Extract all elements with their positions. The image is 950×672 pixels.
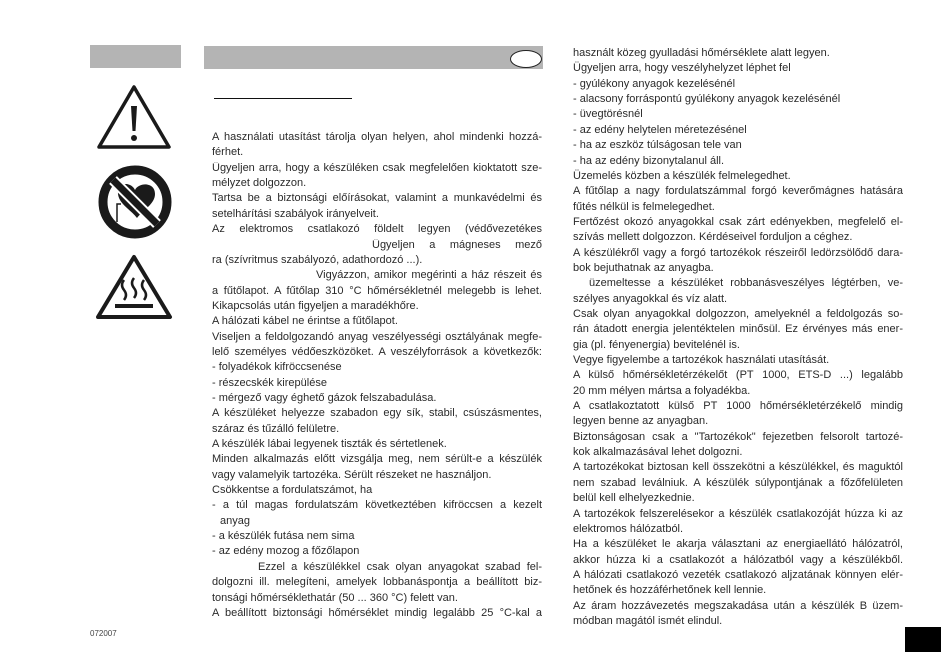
right-text-line: fűtés nélkül is felmelegedhet. [573,200,715,213]
right-text-line: Csak olyan anyagokkal dolgozzon, amelyeknél a feldolgozás so- [573,307,903,320]
left-text-line: Ezzel a készülékkel csak olyan anyagokat szabad fel- [258,560,542,573]
warning-icon [96,84,172,150]
left-text-line: Minden alkalmazás előtt vizsgálja meg, nem sérült-e a készülék [212,453,542,466]
footer-code: 072007 [90,629,117,638]
no-pacemaker-icon [97,164,173,240]
left-text-line: setelhárítási szabályok irányelveit. [212,207,379,220]
page-number-tab [905,627,941,652]
left-text-line: Vigyázzon, amikor megérinti a ház részeit és [316,269,542,282]
right-text-line: használt közeg gyulladási hőmérséklete alatt legyen. [573,47,830,59]
right-text-line: módban magától ismét elindul. [573,614,723,627]
left-text-line: Tartsa be a biztonsági előírásokat, valamint a munkavédelmi és [212,192,542,205]
left-text-line: Kikapcsolás után figyeljen a maradékhőre. [212,299,419,312]
left-text-line: Az elektromos csatlakozó földelt legyen (védővezetékes [212,223,542,236]
left-text-line: A hálózati kábel ne érintse a fűtőlapot. [212,315,398,328]
left-text-line: dolgozni ill. melegíteni, amelyek lobbanáspontja a beállított biz- [212,576,542,589]
right-text-line: akkor húzza ki a csatlakozót a hálózatból vagy a készülékből. [573,553,903,566]
right-text-line: - alacsony forráspontú gyúlékony anyagok kezelésénél [573,93,841,105]
right-text-line: A külső hőmérsékletérzékelőt (PT 1000, ETS-D ...) legalább [573,369,903,382]
left-text-line: Ügyeljen arra, hogy a készüléken csak megfelelően kioktatott sze- [212,161,542,174]
right-text-line: - az edény helytelen méretezésénel [573,123,747,136]
right-text-line: hetőnek és hozzáférhetőnek kell lennie. [573,584,767,597]
left-text-line: - az edény mozog a főzőlapon [212,545,360,558]
right-text-line: szívás mellett dolgozzon. Kérdéseivel forduljon a céghez. [573,231,853,244]
left-text-line: anyag [220,514,250,527]
left-text-line: Csökkentse a fordulatszámot, ha [212,484,373,497]
right-text-line: A készülékről vagy a forgó tartozékok részeiről ledörzsölődő dara- [573,246,903,259]
left-text-line: ra (szívritmus szabályozó, adathordozó ...). [212,253,423,266]
left-text-line: lelő személyes védőeszközöket. A veszélyforrások a következők: [212,345,542,358]
right-text-line: Vegye figyelembe a tartozékok használati utasítását. [573,354,830,366]
left-text-line: a fűtőlapot. A fűtőlap 310 °C hőmérsékletnél melegebb is lehet. [212,284,542,297]
right-text-line: A tartozékokat biztosan kell összekötni a készülékkel, és maguktól [573,461,903,474]
right-text-line: üzemeltesse a készüléket robbanásveszélyes légtérben, ve- [589,277,903,290]
left-header-bar [90,45,181,68]
heading-underline [214,98,352,99]
right-text-line: A hálózati csatlakozó vezeték csatlakozó aljzatának könnyen elér- [573,568,903,581]
right-text-line: rán átadott energia jelentéktelen minősül. Ez érvényes más ener- [573,323,903,336]
right-text-line: Ha a készüléket le akarja választani az energiaellátó hálózatról, [573,538,903,551]
right-text-line: A tartozékok felszerelésekor a készülék csatlakozóját húzza ki az [573,507,903,520]
right-text-line: Fertőzést okozó anyagokkal csak zárt edényekben, megfelelő el- [573,215,903,228]
right-text-line: kok alkalmazásával lehet dolgozni. [573,446,743,459]
left-text-line: - a túl magas fordulatszám következtében kifröccsen a kezelt [212,499,542,512]
left-text-line: férhet. [212,146,244,159]
right-text-line: A csatlakoztatott külső PT 1000 hőmérsékletérzékelő mindig [573,400,903,413]
left-text-line: A használati utasítást tárolja olyan helyen, ahol mindenki hozzá- [212,131,542,143]
language-badge [510,50,542,68]
right-text-line: - ha az eszköz túlságosan tele van [573,139,742,152]
left-text-line: Ügyeljen a mágneses mező [372,238,542,251]
right-text-line: - gyúlékony anyagok kezelésénél [573,77,736,90]
left-text-line: - folyadékok kifröccsenése [212,361,342,374]
left-text-line: A beállított biztonsági hőmérséklet mindig legalább 25 °C-kal a [212,606,542,619]
left-text-line: A készülék lábai legyenek tiszták és sértetlenek. [212,438,447,450]
hot-surface-icon [95,254,173,320]
right-text-line: bok bejuthatnak az anyagba. [573,261,714,274]
left-text-line: Viseljen a feldolgozandó anyag veszélyességi osztályának megfe- [212,330,542,343]
left-text-line: vagy valamelyik tartozéka. Sérült részeket ne használjon. [212,468,492,481]
right-text-line: elektromos hálózatból. [573,522,684,535]
section-header-bar [204,46,543,69]
right-text-line: Az áram hozzávezetés megszakadása után a készülék B üzem- [573,599,903,612]
right-text-line: A fűtőlap a nagy fordulatszámmal forgó keverőmágnes hatására [573,185,903,198]
right-text-line: Biztonságosan csak a "Tartozékok" fejezetben felsorolt tartozé- [573,430,903,443]
right-text-line: - üvegtörésnél [573,108,643,121]
right-text-line: - ha az edény bizonytalanul áll. [573,154,725,167]
right-text-line: gia (pl. fényenergia) bevitelénél is. [573,338,740,351]
left-text-line: száraz és tűzálló felületre. [212,422,340,435]
left-text-line: - a készülék futása nem sima [212,530,355,543]
right-text-line: nem szabad leválniuk. A készülék súlypontjának a főzőfelületen [573,476,903,489]
right-text-line: Üzemelés közben a készülék felmelegedhet. [573,169,791,182]
left-text-line: - mérgező vagy éghető gázok felszabadulása. [212,391,437,404]
left-text-line: - részecskék kirepülése [212,376,327,389]
right-text-line: legyen benne az anyagban. [573,415,709,428]
left-text-line: mélyzet dolgozzon. [212,177,307,189]
right-text-line: belül kell elhelyezkednie. [573,492,695,505]
right-text-line: Ügyeljen arra, hogy veszélyhelyzet léphet fel [573,62,791,75]
left-text-line: tonsági hőmérséklethatár (50 ... 360 °C) felett van. [212,591,458,604]
right-text-line: szélyes anyagokkal és víz alatt. [573,292,728,305]
left-text-line: A készüléket helyezze szabadon egy sík, stabil, csúszásmentes, [212,407,542,420]
right-text-line: 20 mm mélyen mártsa a folyadékba. [573,384,751,397]
